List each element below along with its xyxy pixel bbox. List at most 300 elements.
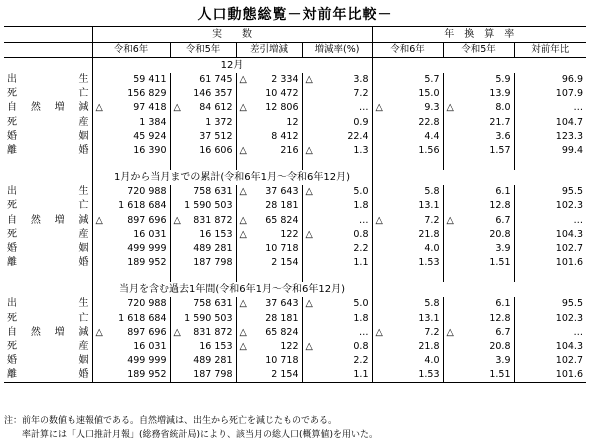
cell-value: 104.3: [555, 340, 583, 352]
page-title: 人口動態総覧－対前年比較－: [197, 7, 393, 23]
section-heading-row: [4, 282, 586, 297]
cell-value: 499 999: [127, 242, 167, 254]
cell-diff: [236, 185, 302, 199]
cell-value: 3.8: [353, 74, 369, 86]
cell-value: 720 988: [127, 186, 167, 198]
cell-value: 13.9: [489, 88, 511, 100]
cell-value: 1.53: [418, 369, 440, 381]
row-label: 死 産: [7, 340, 89, 352]
cell-value: 1 590 503: [184, 312, 233, 324]
spacer-row: [4, 270, 586, 282]
cell-value: 489 281: [193, 355, 233, 367]
table-row: [4, 242, 586, 256]
header-rate: 年 換 算 率: [372, 27, 586, 43]
cell-ratio: [514, 297, 586, 311]
cell-chg: [302, 256, 372, 270]
cell-rr5: [443, 354, 514, 368]
cell-value: 189 952: [127, 257, 167, 269]
cell-r6: [92, 101, 170, 115]
cell-value: 21.8: [418, 228, 440, 240]
cell-rr5: [443, 340, 514, 354]
cell-rr6: [372, 130, 443, 144]
table-row: [4, 256, 586, 270]
cell-chg: [302, 242, 372, 256]
cell-ratio: [514, 340, 586, 354]
cell-ratio: [514, 116, 586, 130]
cell-rr5: [443, 116, 514, 130]
cell-value: 6.1: [495, 298, 511, 310]
cell-r6: [92, 199, 170, 213]
section-heading: 1月から当月までの累計(令和6年1月～令和6年12月): [92, 170, 372, 185]
negative-marker: △: [173, 326, 181, 338]
cell-value: 16 606: [199, 145, 233, 157]
cell-chg: [302, 354, 372, 368]
cell-chg: [302, 73, 372, 87]
cell-r5: [170, 87, 236, 101]
cell-value: 1.3: [353, 145, 369, 157]
cell-value: 95.5: [561, 298, 583, 310]
cell-value: 720 988: [127, 298, 167, 310]
cell-diff: [236, 130, 302, 144]
cell-value: 15.0: [418, 88, 440, 100]
negative-marker: △: [446, 214, 454, 226]
col-header-rate-r5: 令和5年: [443, 43, 514, 58]
table-row: [4, 297, 586, 311]
table-body: [4, 58, 586, 383]
cell-value: 37 643: [265, 186, 299, 198]
cell-value: 831 872: [193, 214, 233, 226]
negative-marker: △: [305, 298, 313, 310]
cell-ratio: [514, 101, 586, 115]
cell-r5: [170, 130, 236, 144]
cell-value: …: [359, 214, 369, 226]
cell-diff: [236, 242, 302, 256]
cell-rr5: [443, 368, 514, 383]
cell-value: 12.8: [489, 312, 511, 324]
cell-value: 13.1: [418, 312, 440, 324]
cell-value: 12 806: [265, 102, 299, 114]
cell-value: 216: [280, 145, 299, 157]
cell-value: 4.0: [424, 242, 440, 254]
cell-rr6: [372, 87, 443, 101]
cell-value: 104.7: [555, 116, 583, 128]
cell-value: 758 631: [193, 298, 233, 310]
row-label: 死 亡: [7, 200, 89, 212]
cell-rr6: [372, 101, 443, 115]
cell-rr5: [443, 185, 514, 199]
cell-r5: [170, 214, 236, 228]
cell-value: 5.8: [424, 298, 440, 310]
cell-value: 831 872: [193, 326, 233, 338]
row-label: 離 婚: [7, 257, 89, 269]
negative-marker: △: [239, 326, 247, 338]
cell-chg: [302, 130, 372, 144]
population-table: [4, 26, 586, 383]
cell-value: 1 618 684: [118, 200, 167, 212]
cell-diff: [236, 354, 302, 368]
cell-diff: [236, 340, 302, 354]
cell-r5: [170, 185, 236, 199]
cell-r5: [170, 368, 236, 383]
cell-rr6: [372, 185, 443, 199]
cell-value: 123.3: [555, 130, 583, 142]
cell-value: 2.2: [353, 242, 369, 254]
cell-diff: [236, 73, 302, 87]
row-label: 離 婚: [4, 368, 92, 383]
cell-value: 7.2: [424, 326, 440, 338]
table-row: [4, 340, 586, 354]
cell-value: 758 631: [193, 186, 233, 198]
cell-rr6: [372, 340, 443, 354]
cell-r6: [92, 311, 170, 325]
row-label: 婚 姻: [7, 130, 89, 142]
cell-value: 489 281: [193, 242, 233, 254]
cell-value: 6.7: [495, 214, 511, 226]
table-row: [4, 101, 586, 115]
section-heading: 12月: [92, 58, 372, 74]
table-row: [4, 228, 586, 242]
cell-chg: [302, 368, 372, 383]
row-label: 自然増減: [7, 102, 89, 114]
cell-chg: [302, 326, 372, 340]
cell-value: 187 798: [193, 257, 233, 269]
cell-value: 12: [286, 116, 299, 128]
cell-value: 0.8: [353, 340, 369, 352]
cell-r5: [170, 242, 236, 256]
cell-r6: [92, 297, 170, 311]
cell-chg: [302, 311, 372, 325]
cell-rr5: [443, 242, 514, 256]
col-header-diff: 差引増減: [236, 43, 302, 58]
cell-value: 16 390: [133, 145, 167, 157]
cell-diff: [236, 87, 302, 101]
cell-r6: [92, 326, 170, 340]
negative-marker: △: [239, 145, 247, 157]
cell-rr5: [443, 101, 514, 115]
cell-diff: [236, 228, 302, 242]
cell-value: 20.8: [489, 228, 511, 240]
cell-r5: [170, 199, 236, 213]
cell-rr5: [443, 87, 514, 101]
negative-marker: △: [305, 145, 313, 157]
cell-chg: [302, 297, 372, 311]
cell-r6: [92, 340, 170, 354]
cell-diff: [236, 214, 302, 228]
cell-diff: [236, 199, 302, 213]
cell-value: 22.8: [418, 116, 440, 128]
table-row: [4, 87, 586, 101]
cell-value: 3.9: [495, 242, 511, 254]
cell-r6: [92, 242, 170, 256]
cell-value: 8.0: [495, 102, 511, 114]
negative-marker: △: [95, 214, 103, 226]
cell-value: 1.56: [418, 145, 440, 157]
row-label: 自然増減: [7, 214, 89, 226]
cell-value: 1.57: [489, 145, 511, 157]
cell-value: 59 411: [133, 74, 167, 86]
cell-value: 1.8: [353, 200, 369, 212]
row-label: 死 亡: [7, 312, 89, 324]
cell-value: 5.8: [424, 186, 440, 198]
negative-marker: △: [95, 326, 103, 338]
cell-rr6: [372, 73, 443, 87]
cell-value: 2 334: [271, 74, 299, 86]
cell-value: 5.9: [495, 74, 511, 86]
cell-r5: [170, 340, 236, 354]
cell-ratio: [514, 130, 586, 144]
cell-r6: [92, 144, 170, 158]
table-row: [4, 116, 586, 130]
row-label: 出 生: [7, 298, 89, 310]
cell-value: 897 696: [127, 326, 167, 338]
cell-r6: [92, 256, 170, 270]
cell-ratio: [514, 326, 586, 340]
cell-rr5: [443, 130, 514, 144]
negative-marker: △: [95, 102, 103, 114]
cell-value: 61 745: [199, 74, 233, 86]
cell-r5: [170, 354, 236, 368]
cell-diff: [236, 116, 302, 130]
footnote-line: 率計算には「人口推計月報」(総務省統計局)により、該当月の総人口(概算値)を用いた。: [4, 430, 379, 440]
cell-value: 1.8: [353, 312, 369, 324]
cell-r6: [92, 73, 170, 87]
cell-value: 5.0: [353, 298, 369, 310]
cell-value: 28 181: [265, 312, 299, 324]
cell-value: 2.2: [353, 355, 369, 367]
cell-value: 189 952: [127, 369, 167, 381]
col-header-r6: 令和6年: [92, 43, 170, 58]
table-row: [4, 73, 586, 87]
negative-marker: △: [446, 326, 454, 338]
cell-r5: [170, 144, 236, 158]
col-header-change: 増減率(%): [302, 43, 372, 58]
cell-value: 12.8: [489, 200, 511, 212]
negative-marker: △: [239, 74, 247, 86]
cell-value: 16 031: [133, 228, 167, 240]
cell-chg: [302, 101, 372, 115]
cell-diff: [236, 368, 302, 383]
cell-value: 104.3: [555, 228, 583, 240]
cell-value: 1 384: [139, 116, 167, 128]
cell-value: 28 181: [265, 200, 299, 212]
cell-value: 20.8: [489, 340, 511, 352]
cell-r6: [92, 130, 170, 144]
cell-value: 5.7: [424, 74, 440, 86]
cell-value: 1 590 503: [184, 200, 233, 212]
cell-ratio: [514, 214, 586, 228]
cell-r5: [170, 311, 236, 325]
cell-value: 146 357: [193, 88, 233, 100]
col-header-r5: 令和5年: [170, 43, 236, 58]
section-heading-row: [4, 58, 586, 74]
cell-ratio: [514, 228, 586, 242]
cell-rr5: [443, 297, 514, 311]
cell-value: 897 696: [127, 214, 167, 226]
cell-value: 5.0: [353, 186, 369, 198]
cell-value: 21.8: [418, 340, 440, 352]
section-heading-row: [4, 170, 586, 185]
cell-value: 1.51: [489, 369, 511, 381]
section-heading: 当月を含む過去1年間(令和6年1月～令和6年12月): [92, 282, 372, 297]
cell-value: 102.7: [555, 355, 583, 367]
row-label: 出 生: [7, 74, 89, 86]
cell-value: 45 924: [133, 130, 167, 142]
cell-diff: [236, 297, 302, 311]
cell-rr5: [443, 199, 514, 213]
cell-value: 4.0: [424, 355, 440, 367]
cell-rr6: [372, 297, 443, 311]
negative-marker: △: [239, 102, 247, 114]
cell-value: 2 154: [271, 257, 299, 269]
cell-value: 102.7: [555, 242, 583, 254]
cell-value: 156 829: [127, 88, 167, 100]
cell-value: 101.6: [555, 369, 583, 381]
row-label: 婚 姻: [7, 242, 89, 254]
cell-rr6: [372, 326, 443, 340]
cell-rr5: [443, 73, 514, 87]
col-header-rate-r6: 令和6年: [372, 43, 443, 58]
negative-marker: △: [173, 102, 181, 114]
negative-marker: △: [446, 102, 454, 114]
cell-ratio: [514, 87, 586, 101]
cell-ratio: [514, 199, 586, 213]
cell-diff: [236, 144, 302, 158]
negative-marker: △: [239, 340, 247, 352]
cell-rr6: [372, 144, 443, 158]
cell-value: 0.9: [353, 116, 369, 128]
cell-value: 102.3: [555, 200, 583, 212]
cell-value: 10 472: [265, 88, 299, 100]
table-row: [4, 199, 586, 213]
cell-value: 16 153: [199, 228, 233, 240]
cell-value: 6.7: [495, 326, 511, 338]
cell-value: 8 412: [271, 130, 299, 142]
row-label: 死 産: [7, 116, 89, 128]
row-label: 婚 姻: [7, 355, 89, 367]
cell-value: 187 798: [193, 369, 233, 381]
cell-ratio: [514, 73, 586, 87]
cell-value: 21.7: [489, 116, 511, 128]
cell-value: 37 512: [199, 130, 233, 142]
cell-value: 10 718: [265, 355, 299, 367]
cell-r6: [92, 228, 170, 242]
cell-rr6: [372, 214, 443, 228]
cell-value: …: [359, 326, 369, 338]
cell-chg: [302, 116, 372, 130]
negative-marker: △: [239, 214, 247, 226]
spacer-row: [4, 158, 586, 170]
cell-ratio: [514, 242, 586, 256]
negative-marker: △: [173, 214, 181, 226]
table-row: [4, 130, 586, 144]
row-label: 死 亡: [7, 88, 89, 100]
table-row: [4, 311, 586, 325]
cell-value: 1.53: [418, 257, 440, 269]
cell-diff: [236, 101, 302, 115]
cell-value: …: [573, 102, 583, 114]
cell-r6: [92, 185, 170, 199]
negative-marker: △: [305, 74, 313, 86]
cell-diff: [236, 311, 302, 325]
table-row: [4, 144, 586, 158]
cell-ratio: [514, 144, 586, 158]
row-label: 出 生: [7, 186, 89, 198]
footnote-line: 注：前年の数値も速報値である。自然増減は、出生から死亡を減じたものである。: [4, 416, 338, 426]
cell-rr5: [443, 311, 514, 325]
table-row: [4, 326, 586, 340]
cell-value: 1.1: [353, 369, 369, 381]
cell-ratio: [514, 311, 586, 325]
cell-r5: [170, 256, 236, 270]
cell-rr5: [443, 144, 514, 158]
cell-value: 1.1: [353, 257, 369, 269]
cell-r5: [170, 228, 236, 242]
header-actual: 実 数: [92, 27, 372, 43]
cell-r6: [92, 354, 170, 368]
cell-value: 1 618 684: [118, 312, 167, 324]
cell-r6: [92, 368, 170, 383]
cell-value: 84 612: [199, 102, 233, 114]
cell-value: 3.6: [495, 130, 511, 142]
cell-value: 7.2: [424, 214, 440, 226]
cell-r6: [92, 214, 170, 228]
cell-rr6: [372, 199, 443, 213]
cell-r5: [170, 116, 236, 130]
cell-value: 122: [280, 340, 299, 352]
cell-value: 1 372: [205, 116, 233, 128]
cell-value: …: [359, 102, 369, 114]
negative-marker: △: [239, 298, 247, 310]
cell-rr6: [372, 368, 443, 383]
col-header-ratio: 対前年比: [514, 43, 586, 58]
cell-rr5: [443, 214, 514, 228]
cell-rr6: [372, 354, 443, 368]
cell-value: 1.51: [489, 257, 511, 269]
cell-diff: [236, 256, 302, 270]
cell-rr6: [372, 256, 443, 270]
cell-value: …: [573, 326, 583, 338]
cell-value: …: [573, 214, 583, 226]
cell-value: 65 824: [265, 214, 299, 226]
cell-value: 107.9: [555, 88, 583, 100]
cell-value: 101.6: [555, 257, 583, 269]
cell-value: 13.1: [418, 200, 440, 212]
cell-value: 37 643: [265, 298, 299, 310]
cell-r5: [170, 326, 236, 340]
row-label: 離 婚: [7, 145, 89, 157]
cell-ratio: [514, 256, 586, 270]
cell-ratio: [514, 354, 586, 368]
negative-marker: △: [375, 326, 383, 338]
row-label: 自然増減: [7, 326, 89, 338]
cell-rr6: [372, 242, 443, 256]
cell-chg: [302, 185, 372, 199]
negative-marker: △: [305, 228, 313, 240]
cell-value: 4.4: [424, 130, 440, 142]
cell-value: 96.9: [561, 74, 583, 86]
cell-value: 2 154: [271, 369, 299, 381]
cell-chg: [302, 199, 372, 213]
cell-value: 499 999: [127, 355, 167, 367]
cell-value: 9.3: [424, 102, 440, 114]
negative-marker: △: [239, 228, 247, 240]
cell-value: 122: [280, 228, 299, 240]
cell-rr6: [372, 116, 443, 130]
cell-rr6: [372, 228, 443, 242]
cell-chg: [302, 214, 372, 228]
cell-r5: [170, 101, 236, 115]
cell-chg: [302, 228, 372, 242]
